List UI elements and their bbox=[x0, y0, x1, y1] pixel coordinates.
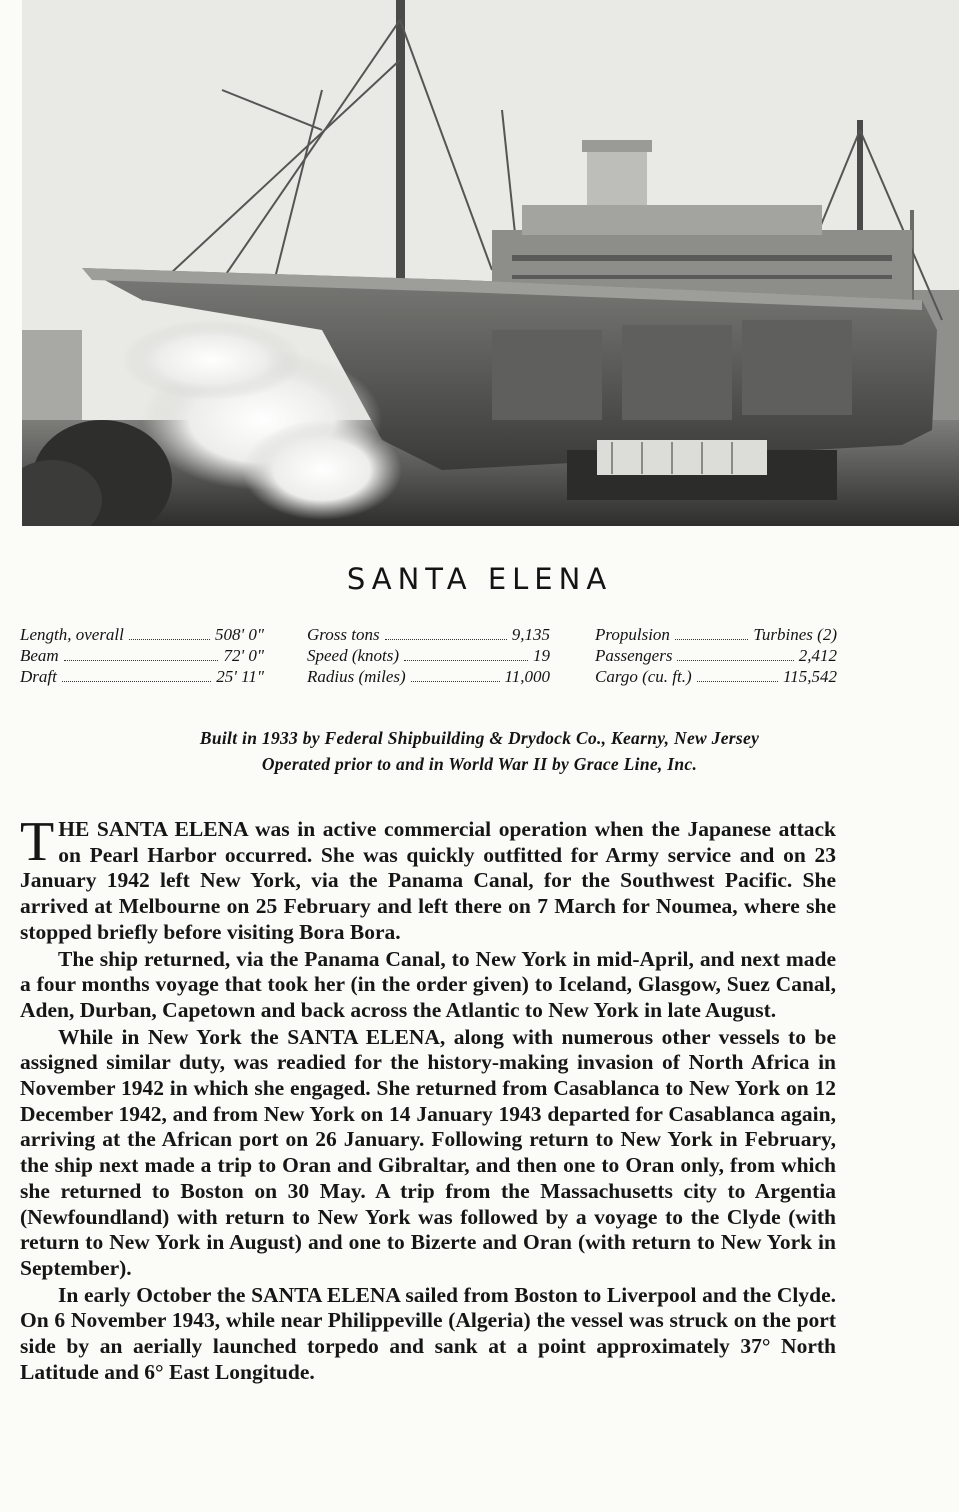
spec-value: 25' 11" bbox=[216, 667, 264, 686]
leader-dots bbox=[64, 645, 219, 661]
spec-label: Gross tons bbox=[307, 625, 380, 644]
spec-row bbox=[20, 645, 264, 666]
spec-column-2 bbox=[307, 624, 550, 687]
ship-photo bbox=[22, 0, 959, 526]
spec-value: 9,135 bbox=[511, 625, 550, 644]
spec-value: 19 bbox=[533, 646, 550, 665]
spec-label: Radius (miles) bbox=[307, 667, 406, 686]
ship-name-title: SANTA ELENA bbox=[346, 562, 613, 596]
builder-line: Built in 1933 by Federal Shipbuilding & Drydock Co., Kearny, New Jersey bbox=[199, 728, 760, 748]
spec-row bbox=[595, 645, 837, 666]
leader-dots bbox=[385, 624, 507, 640]
paragraph bbox=[20, 811, 836, 946]
spec-row bbox=[307, 624, 550, 645]
spec-label: Draft bbox=[20, 667, 57, 686]
operator-line: Operated prior to and in World War II by Grace Line, Inc. bbox=[261, 754, 698, 774]
leader-dots bbox=[697, 666, 778, 682]
leader-dots bbox=[404, 645, 528, 661]
leader-dots bbox=[677, 645, 793, 661]
build-info bbox=[0, 725, 959, 777]
history-text bbox=[20, 811, 836, 1386]
leader-dots bbox=[129, 624, 210, 640]
paragraph: In early October the SANTA ELENA sailed from Boston to Liverpool and the Clyde. On 6 November 1943, while near Philippeville (Algeria) the vessel was struck on the port side by an aerially launched torpedo and sank at a point approximately 37° North Latitude and 6° East Longitude. bbox=[20, 1282, 836, 1384]
spec-row bbox=[20, 624, 264, 645]
spec-row bbox=[307, 645, 550, 666]
leader-dots bbox=[411, 666, 500, 682]
spec-label: Cargo (cu. ft.) bbox=[595, 667, 692, 686]
spec-row bbox=[595, 624, 837, 645]
spec-value: 508' 0" bbox=[214, 625, 264, 644]
spec-value: 115,542 bbox=[783, 667, 837, 686]
spec-value: 72' 0" bbox=[223, 646, 264, 665]
spec-column-1 bbox=[20, 624, 264, 687]
spec-label: Propulsion bbox=[595, 625, 670, 644]
spec-row bbox=[595, 666, 837, 687]
leader-dots bbox=[62, 666, 211, 682]
spec-row bbox=[307, 666, 550, 687]
paragraph: While in New York the SANTA ELENA, along with numerous other vessels to be assigned similar duty, was readied for the history-making invasion of North Africa in November 1942 in which she engaged. She returned from Casablanca to New York on 12 December 1942, and from New York on 14 January 1943 departed for Casablanca again, arriving at the African port on 26 January. Following return to New York in February, the ship next made a trip to Oran and Gibraltar, and then one to Oran only, from which she returned to Boston on 30 May. A trip from the Massachusetts city to Argentia (Newfoundland) with return to New York was followed by a voyage to the Clyde (with return to New York in August) and one to Bizerte and Oran (with return to New York in September). bbox=[20, 1024, 836, 1280]
spec-label: Passengers bbox=[595, 646, 673, 665]
paragraph-text: HE SANTA ELENA was in active commercial operation when the Japanese attack on Pearl Harbor occurred. She was quickly outfitted for Army service and on 23 January 1942 left New York, via the Panama Canal, for the Southwest Pacific. She arrived at Melbourne on 25 February and left there on 7 March for Noumea, where she stopped briefly before visiting Bora Bora. bbox=[20, 817, 836, 944]
leader-dots bbox=[675, 624, 748, 640]
ship-illustration bbox=[22, 0, 959, 526]
spec-value: 2,412 bbox=[798, 646, 837, 665]
spec-label: Speed (knots) bbox=[307, 646, 400, 665]
spec-value: 11,000 bbox=[504, 667, 550, 686]
spec-column-3 bbox=[595, 624, 837, 687]
spec-value: Turbines (2) bbox=[753, 625, 837, 644]
paragraph: The ship returned, via the Panama Canal, to New York in mid-April, and next made a four months voyage that took her (in the order given) to Iceland, Glasgow, Suez Canal, Aden, Durban, Capetown and back across the Atlantic to New York in late August. bbox=[20, 946, 836, 1022]
spec-label: Beam bbox=[20, 646, 59, 665]
drop-cap: T bbox=[20, 811, 55, 873]
spec-row bbox=[20, 666, 264, 687]
spec-label: Length, overall bbox=[20, 625, 124, 644]
